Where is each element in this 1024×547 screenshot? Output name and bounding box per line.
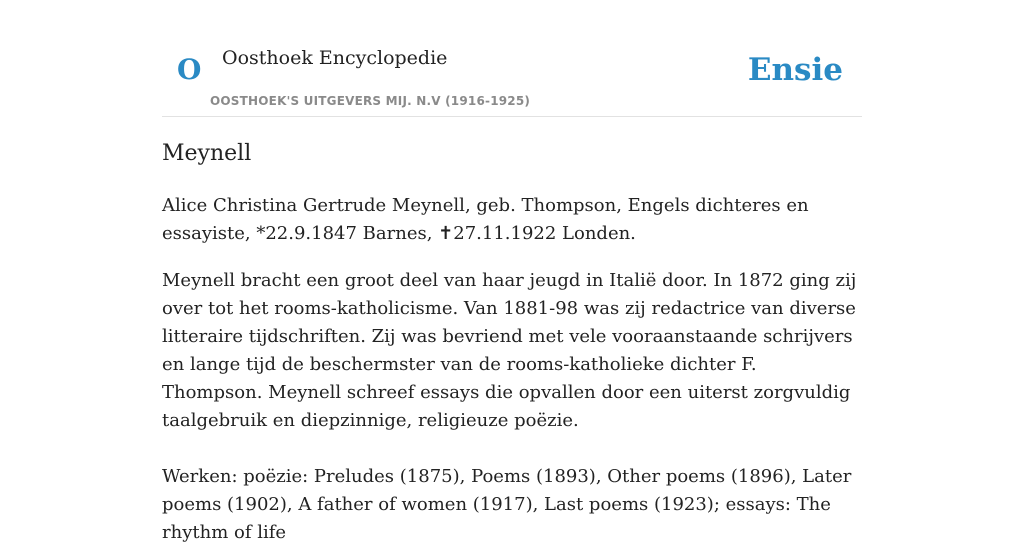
article-paragraph: Werken: poëzie: Preludes (1875), Poems (1893), Other poems (1896), Later poems (1902), A father of women (1917), Last poems (1923); essays: The rhythm of life — [162, 466, 852, 543]
site-title[interactable]: Oosthoek Encyclopedie — [222, 47, 448, 69]
publisher-subtitle: OOSTHOEK'S UITGEVERS MIJ. N.V (1916-1925) — [210, 94, 531, 108]
ensie-logo-link[interactable]: Ensie — [747, 52, 843, 88]
article-paragraph: Meynell bracht een groot deel van haar jeugd in Italië door. In 1872 ging zij over tot het rooms-katholicisme. Van 1881-98 was zij redactrice van diverse litteraire tijdschriften. Zij was bevriend met vele vooraanstaande schrijvers en lange tijd de beschermster van de rooms-katholieke dichter F. Thompson. Meynell schreef essays die opvallen door een uiterst zorgvuldig taalgebruik en diepzinnige, religieuze poëzie. — [162, 270, 857, 431]
site-header — [162, 0, 862, 117]
article-paragraph: Alice Christina Gertrude Meynell, geb. Thompson, Engels dichteres en essayiste, *22.9.1847 Barnes, ✝27.11.1922 Londen. — [162, 195, 809, 244]
article — [162, 136, 862, 547]
article-title: Meynell — [162, 141, 252, 166]
logo-letter[interactable]: O — [177, 53, 202, 86]
